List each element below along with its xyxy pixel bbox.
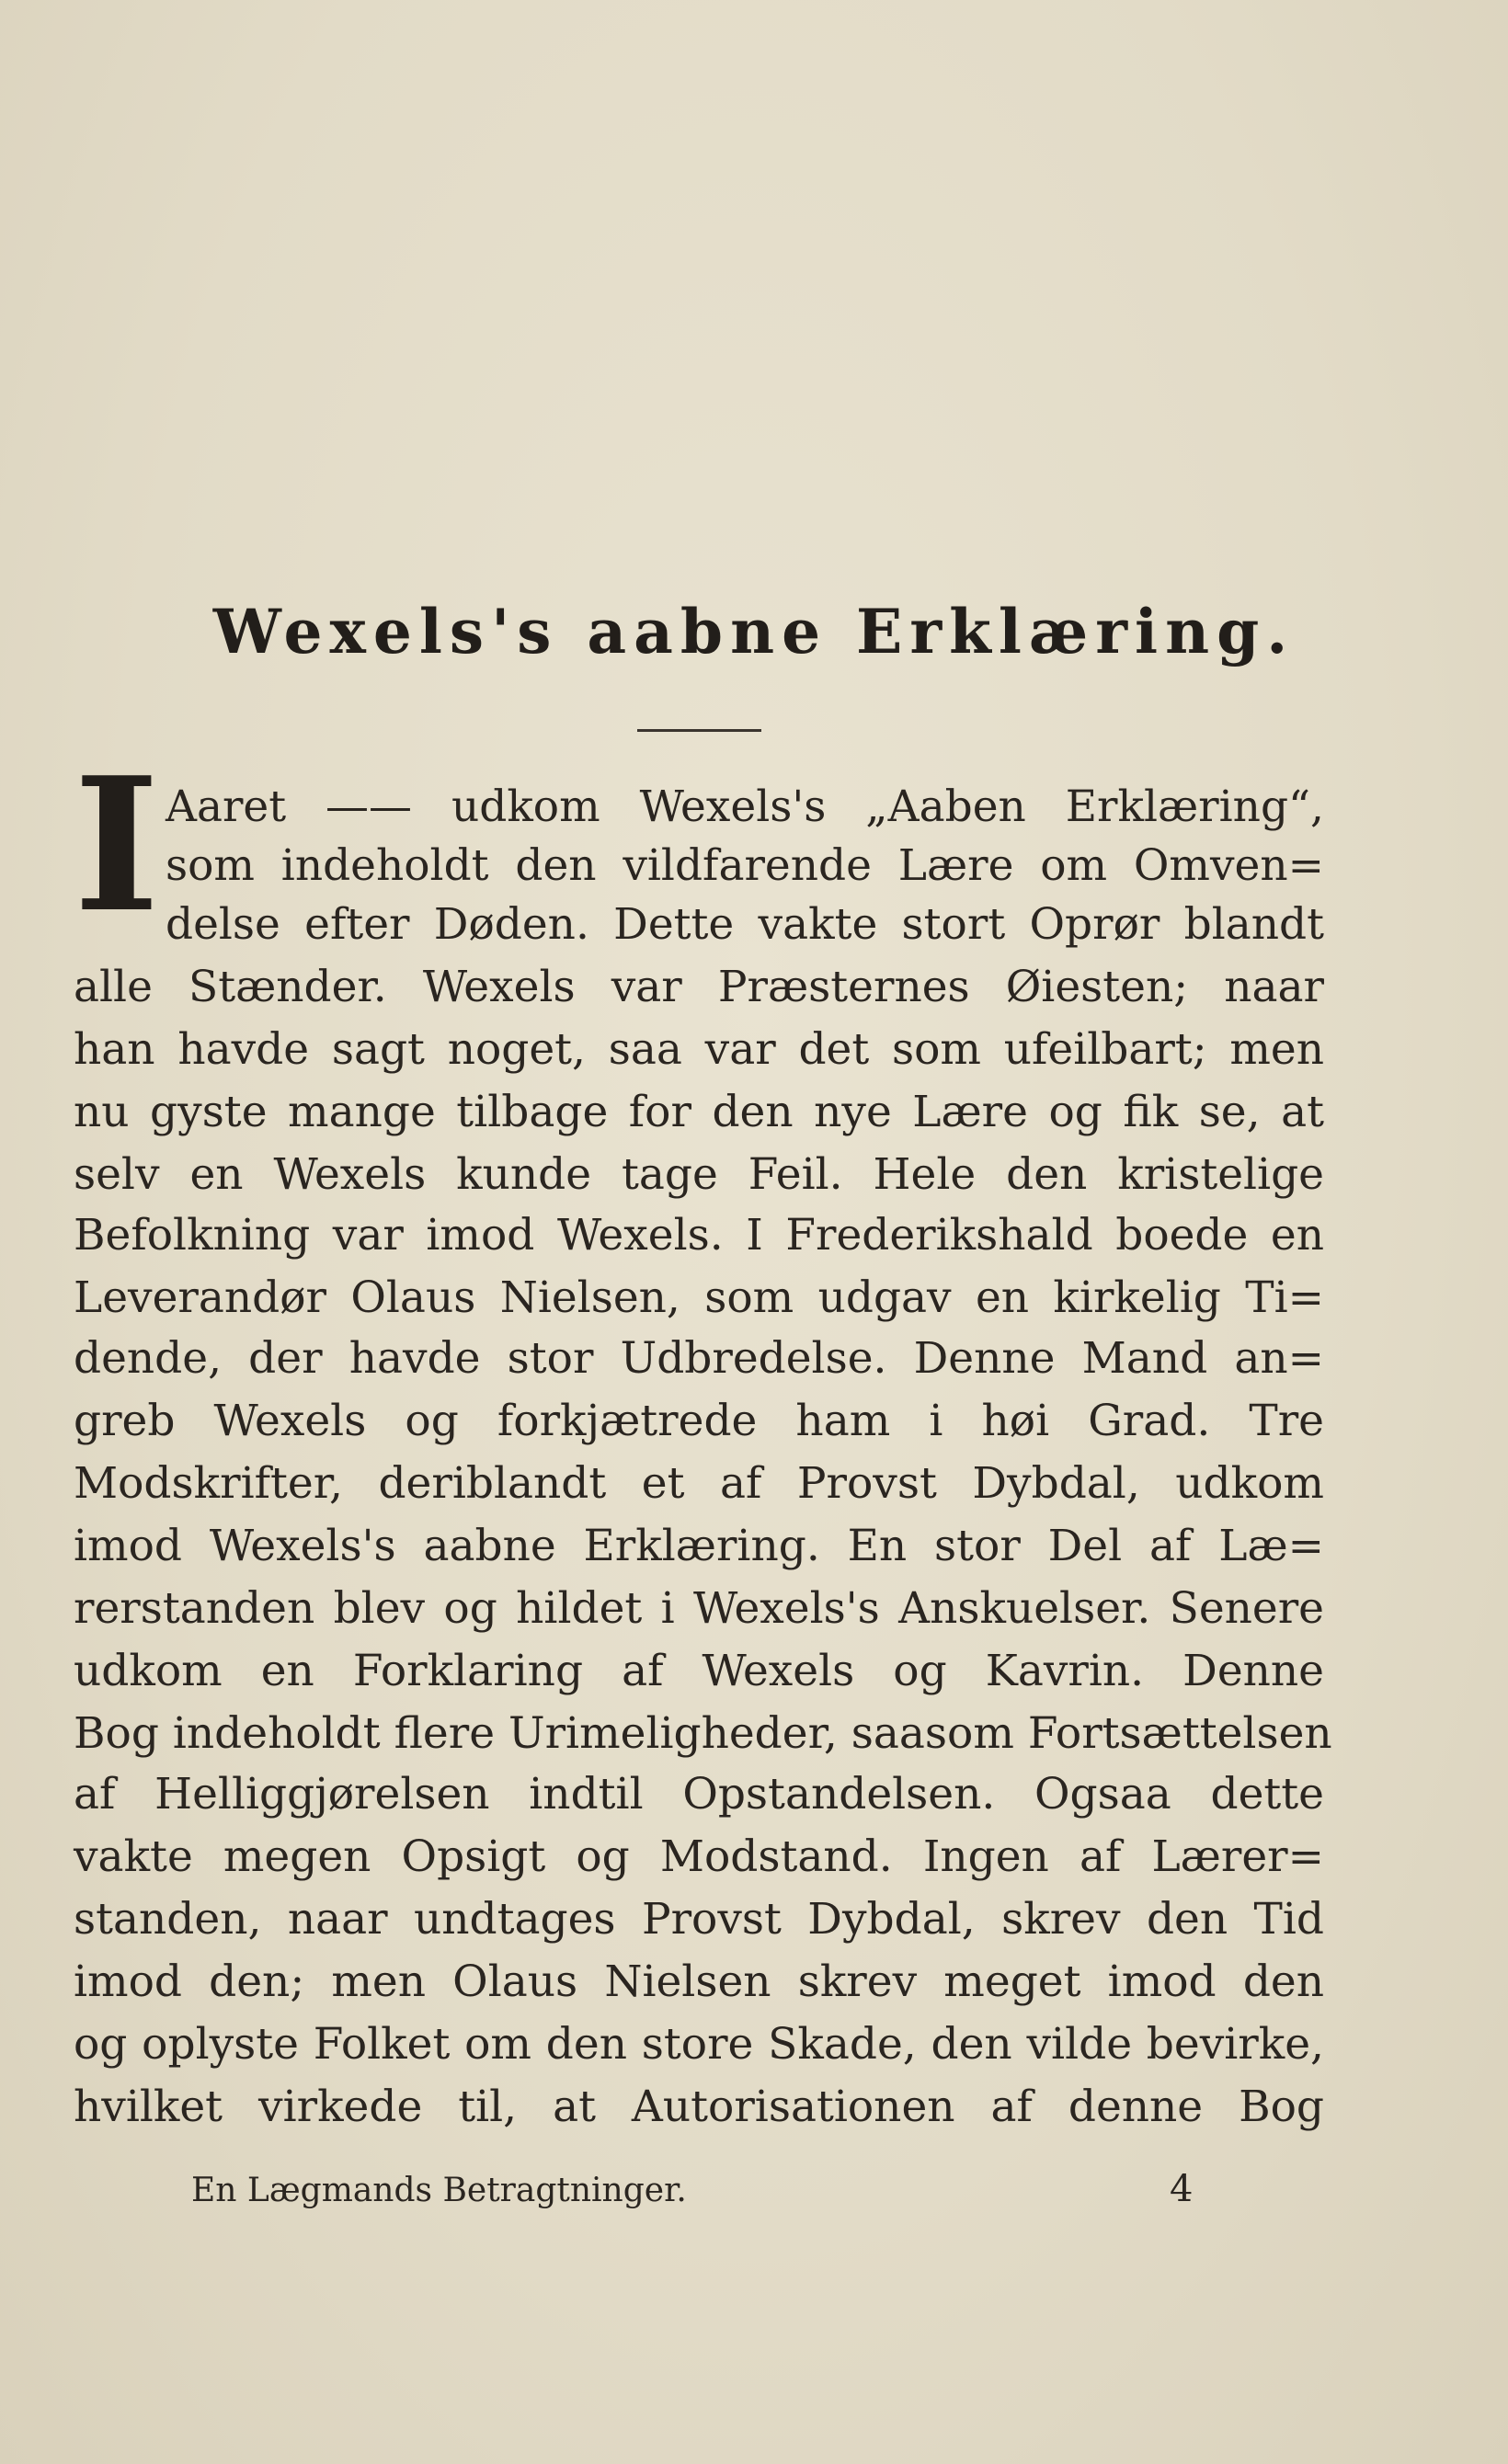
text-line: hvilket virkede til, at Autorisationen af denne Bog <box>74 2082 1324 2132</box>
text-line: dende, der havde stor Udbredelse. Denne Mand an= <box>74 1333 1324 1384</box>
text-line: nu gyste mange tilbage for den nye Lære og fik se, at <box>74 1087 1324 1137</box>
text-line: Aaret —— udkom Wexels's „Aaben Erklæring“, <box>166 781 1324 832</box>
text-line: delse efter Døden. Dette vakte stort Oprør blandt <box>166 899 1324 950</box>
text-line: han havde sagt noget, saa var det som ufeilbart; men <box>74 1024 1324 1075</box>
chapter-title: Wexels's aabne Erklæring. <box>212 596 1296 667</box>
text-line: Befolkning var imod Wexels. I Frederikshald boede en <box>74 1210 1324 1261</box>
text-line: alle Stænder. Wexels var Præsternes Øiesten; naar <box>74 962 1324 1012</box>
page-number: 4 <box>1170 2168 1194 2210</box>
text-line: og oplyste Folket om den store Skade, den vilde bevirke, <box>74 2019 1324 2070</box>
text-line: standen, naar undtages Provst Dybdal, skrev den Tid <box>74 1894 1324 1945</box>
text-line: greb Wexels og forkjætrede ham i høi Grad. Tre <box>74 1396 1324 1446</box>
text-line: rerstanden blev og hildet i Wexels's Anskuelser. Senere <box>74 1583 1324 1634</box>
text-line: Leverandør Olaus Nielsen, som udgav en kirkelig Ti= <box>74 1272 1324 1323</box>
text-line: selv en Wexels kunde tage Feil. Hele den kristelige <box>74 1149 1324 1200</box>
text-line: udkom en Forklaring af Wexels og Kavrin. Denne <box>74 1646 1324 1696</box>
text-line: imod Wexels's aabne Erklæring. En stor Del af Læ= <box>74 1521 1324 1571</box>
title-divider <box>637 729 761 732</box>
text-line: som indeholdt den vildfarende Lære om Omven= <box>166 840 1324 891</box>
drop-cap: I <box>74 737 160 953</box>
text-line: af Helliggjørelsen indtil Opstandelsen. Ogsaa dette <box>74 1769 1324 1819</box>
text-line: Modskrifter, deriblandt et af Provst Dybdal, udkom <box>74 1458 1324 1509</box>
footer-signature: En Lægmands Betragtninger. <box>191 2172 687 2209</box>
text-line: imod den; men Olaus Nielsen skrev meget imod den <box>74 1956 1324 2007</box>
text-line: vakte megen Opsigt og Modstand. Ingen af Lærer= <box>74 1831 1324 1882</box>
text-line: Bog indeholdt flere Urimeligheder, saasom Fortsættelsen <box>74 1708 1332 1759</box>
